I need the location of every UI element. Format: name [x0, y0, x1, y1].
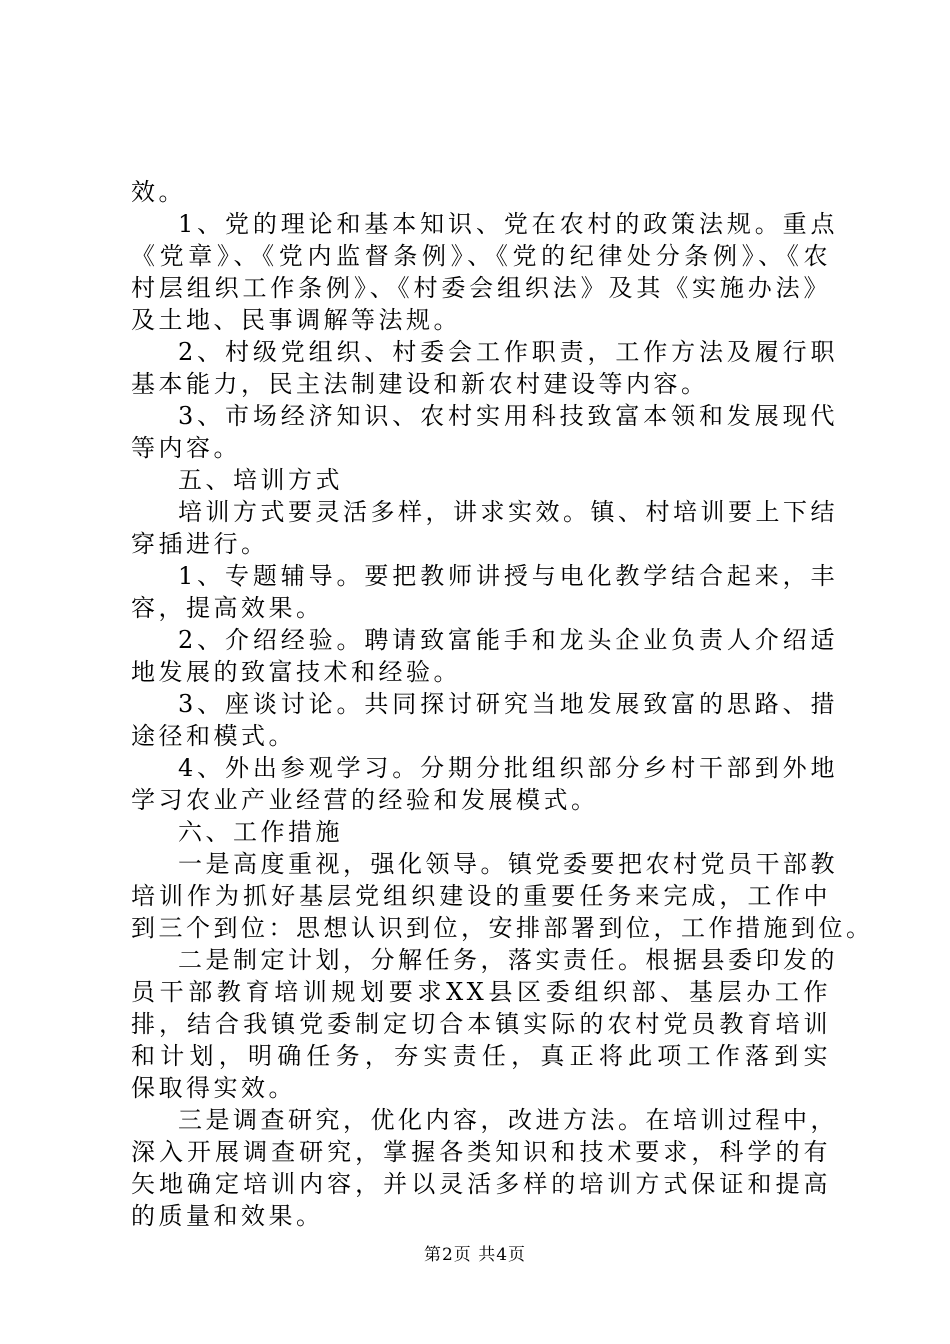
text-line-4: 村层组织工作条例》、《村委会组织法》及其《实施办法》: [131, 274, 831, 302]
text-line-11: 培训方式要灵活多样，讲求实效。镇、村培训要上下结: [178, 498, 838, 526]
section-heading-6: 六、工作措施: [178, 818, 343, 846]
text-line-18: 途径和模式。: [131, 722, 296, 750]
text-line-30: 三是调查研究，优化内容，改进方法。在培训过程中，: [178, 1106, 838, 1134]
text-line-7: 基本能力，民主法制建设和新农村建设等内容。: [131, 370, 709, 398]
text-line-12: 穿插进行。: [131, 530, 269, 558]
text-line-26: 员干部教育培训规划要求XX县区委组织部、基层办工作: [131, 978, 831, 1006]
text-line-1: 效。: [131, 178, 186, 206]
text-line-29: 保取得实效。: [131, 1074, 296, 1102]
text-line-25: 二是制定计划，分解任务，落实责任。根据县委印发的: [178, 946, 838, 974]
text-line-27: 排，结合我镇党委制定切合本镇实际的农村党员教育培训: [131, 1010, 831, 1038]
section-heading-5: 五、培训方式: [178, 466, 343, 494]
text-line-17: 3、座谈讨论。共同探讨研究当地发展致富的思路、措: [178, 690, 838, 718]
text-line-32: 矢地确定培训内容，并以灵活多样的培训方式保证和提高: [131, 1170, 831, 1198]
text-line-16: 地发展的致富技术和经验。: [131, 658, 461, 686]
text-line-2: 1、党的理论和基本知识、党在农村的政策法规。重点: [178, 210, 838, 238]
text-line-23: 培训作为抓好基层党组织建设的重要任务来完成，工作中: [131, 882, 831, 910]
page-number-footer: 第2页 共4页: [423, 1245, 527, 1265]
text-line-20: 学习农业产业经营的经验和发展模式。: [131, 786, 599, 814]
text-line-9: 等内容。: [131, 434, 241, 462]
text-line-33: 的质量和效果。: [131, 1202, 324, 1230]
text-line-15: 2、介绍经验。聘请致富能手和龙头企业负责人介绍适: [178, 626, 838, 654]
text-line-28: 和计划，明确任务，夯实责任，真正将此项工作落到实: [131, 1042, 831, 1070]
text-line-8: 3、市场经济知识、农村实用科技致富本领和发展现代: [178, 402, 838, 430]
text-line-22: 一是高度重视，强化领导。镇党委要把农村党员干部教: [178, 850, 838, 878]
text-line-13: 1、专题辅导。要把教师讲授与电化教学结合起来，丰: [178, 562, 838, 590]
text-line-5: 及土地、民事调解等法规。: [131, 306, 461, 334]
text-line-31: 深入开展调查研究，掌握各类知识和技术要求，科学的有: [131, 1138, 831, 1166]
text-line-3: 《党章》、《党内监督条例》、《党的纪律处分条例》、《农: [131, 242, 831, 270]
text-line-14: 容，提高效果。: [131, 594, 324, 622]
text-line-19: 4、外出参观学习。分期分批组织部分乡村干部到外地: [178, 754, 838, 782]
text-line-6: 2、村级党组织、村委会工作职责，工作方法及履行职: [178, 338, 838, 366]
text-line-24: 到三个到位：思想认识到位，安排部署到位，工作措施到位。: [131, 914, 874, 942]
